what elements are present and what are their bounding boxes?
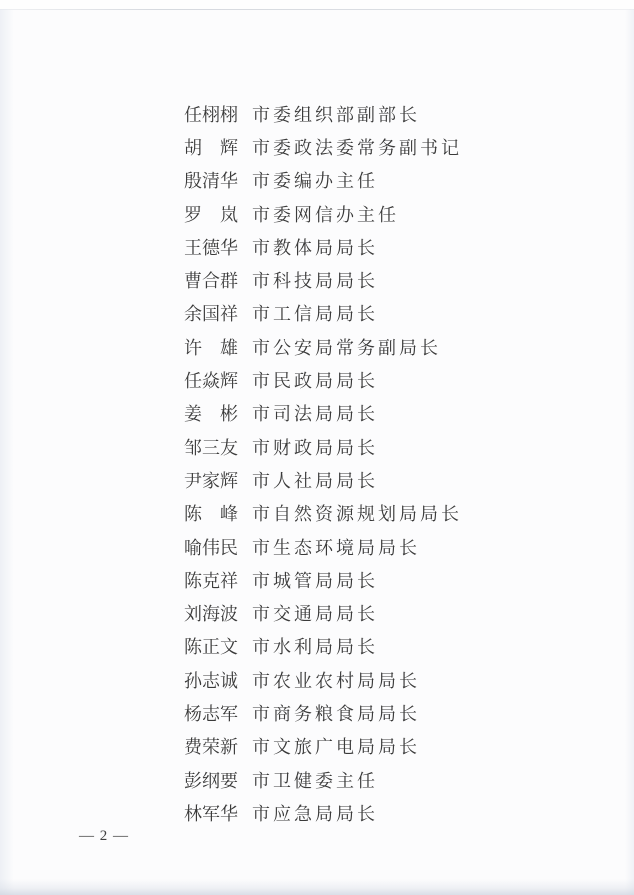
roster-row [184, 164, 462, 197]
person-name: 彭纲要 [184, 770, 238, 791]
person-title: 市水利局局长 [252, 637, 378, 658]
scan-margin-above-edge [0, 0, 634, 9]
person-name: 胡 辉 [184, 137, 238, 158]
roster-row [184, 330, 462, 363]
person-name: 余国祥 [184, 304, 238, 325]
roster-row [184, 596, 462, 629]
person-name: 喻伟民 [184, 537, 238, 558]
person-title: 市工信局局长 [252, 304, 378, 325]
roster-row [184, 630, 462, 663]
person-title: 市农业农村局局长 [252, 670, 420, 691]
person-name: 许 雄 [184, 337, 238, 358]
person-title: 市卫健委主任 [252, 770, 378, 791]
person-title: 市委编办主任 [252, 171, 378, 192]
person-title: 市委政法委常务副书记 [252, 137, 462, 158]
person-name: 林军华 [184, 803, 238, 824]
page-number: — 2 — [79, 828, 129, 844]
roster-row [184, 796, 462, 829]
roster-row [184, 263, 462, 296]
person-title: 市城管局局长 [252, 570, 378, 591]
person-name: 刘海波 [184, 604, 238, 625]
person-name: 王德华 [184, 237, 238, 258]
person-name: 孙志诚 [184, 670, 238, 691]
person-title: 市教体局局长 [252, 237, 378, 258]
roster-row [184, 696, 462, 729]
person-title: 市委组织部副部长 [252, 104, 420, 125]
paper-top-edge-line [0, 9, 634, 10]
person-title: 市应急局局长 [252, 803, 378, 824]
person-title: 市民政局局长 [252, 371, 378, 392]
roster-row [184, 663, 462, 696]
scan-bottom-shadow [0, 879, 634, 895]
person-title: 市公安局常务副局长 [252, 337, 441, 358]
person-name: 曹合群 [184, 271, 238, 292]
roster-row [184, 530, 462, 563]
scan-left-shade [0, 9, 14, 895]
person-name: 陈正文 [184, 637, 238, 658]
person-title: 市文旅广电局局长 [252, 737, 420, 758]
person-name: 任栩栩 [184, 104, 238, 125]
person-name: 费荣新 [184, 737, 238, 758]
person-name: 陈 峰 [184, 504, 238, 525]
person-name: 陈克祥 [184, 570, 238, 591]
person-name: 邹三友 [184, 437, 238, 458]
scan-right-shade [625, 9, 634, 895]
person-name: 姜 彬 [184, 404, 238, 425]
roster-row [184, 563, 462, 596]
roster-row [184, 197, 462, 230]
person-name: 殷清华 [184, 171, 238, 192]
roster-row [184, 130, 462, 163]
roster-row [184, 430, 462, 463]
roster-row [184, 230, 462, 263]
roster-row [184, 497, 462, 530]
person-title: 市财政局局长 [252, 437, 378, 458]
person-name: 罗 岚 [184, 204, 238, 225]
person-name: 任焱辉 [184, 371, 238, 392]
roster-row [184, 730, 462, 763]
person-title: 市商务粮食局局长 [252, 703, 420, 724]
person-title: 市生态环境局局长 [252, 537, 420, 558]
roster-row [184, 397, 462, 430]
roster-list [184, 97, 462, 830]
roster-row [184, 297, 462, 330]
person-title: 市自然资源规划局局长 [252, 504, 462, 525]
person-title: 市交通局局长 [252, 604, 378, 625]
person-title: 市人社局局长 [252, 470, 378, 491]
roster-row [184, 463, 462, 496]
person-title: 市科技局局长 [252, 271, 378, 292]
person-name: 尹家辉 [184, 470, 238, 491]
person-title: 市委网信办主任 [252, 204, 399, 225]
roster-row [184, 763, 462, 796]
roster-row [184, 97, 462, 130]
roster-row [184, 363, 462, 396]
person-name: 杨志军 [184, 703, 238, 724]
person-title: 市司法局局长 [252, 404, 378, 425]
